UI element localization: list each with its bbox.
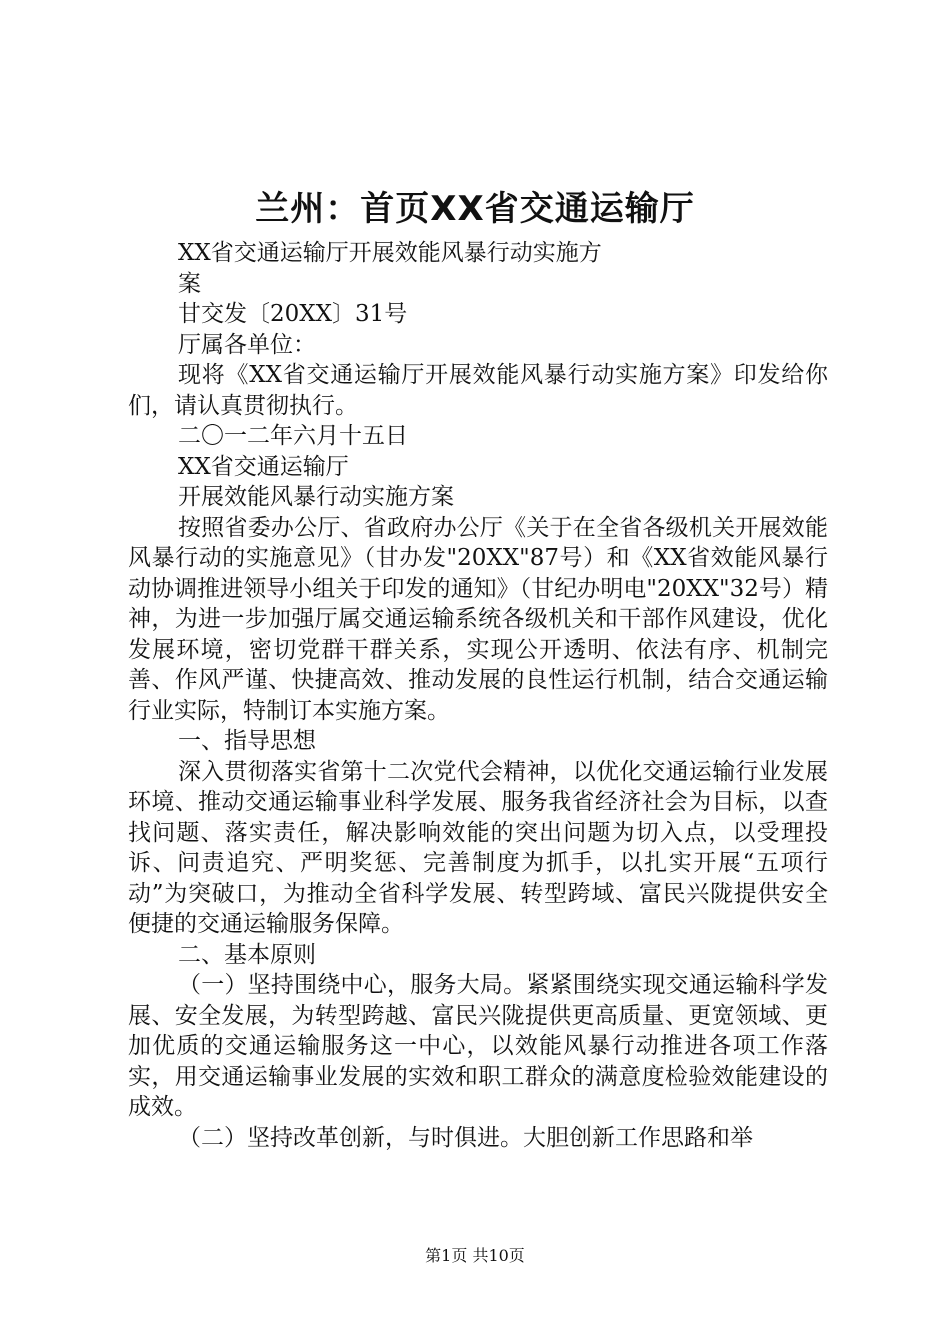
doc-line-heading-cont: 案: [178, 270, 201, 297]
doc-issuer: XX省交通运输厅: [178, 453, 349, 480]
doc-line-heading: XX省交通运输厅开展效能风暴行动实施方: [178, 240, 602, 266]
document-body: [128, 238, 828, 1153]
doc-notice: 现将《XX省交通运输厅开展效能风暴行动实施方案》印发给你们，请认真贯彻执行。: [128, 362, 828, 419]
document-title: 兰州：首页XX省交通运输厅: [255, 189, 695, 229]
doc-date: 二〇一二年六月十五日: [178, 423, 408, 449]
doc-number: 甘交发〔20XX〕31号: [178, 301, 408, 327]
doc-recipients: 厅属各单位：: [178, 331, 316, 358]
section-1-heading: 一、指导思想: [178, 728, 316, 754]
page-footer: 第1页 共10页: [425, 1246, 525, 1265]
section-2-heading: 二、基本原则: [178, 941, 316, 968]
principle-2-paragraph: （二）坚持改革创新，与时俱进。大胆创新工作思路和举: [178, 1124, 753, 1151]
section-1-paragraph: 深入贯彻落实省第十二次党代会精神，以优化交通运输行业发展环境、推动交通运输事业科学发展、服务我省经济社会为目标，以查找问题、落实责任，解决影响效能的突出问题为切入点，以受理投诉、问责追究、严明奖惩、完善制度为抓手，以扎实开展“五项行动”为突破口，为推动全省科学发展、转型跨域、富民兴陇提供安全便捷的交通运输服务保障。: [128, 758, 828, 937]
principle-1-paragraph: （一）坚持围绕中心，服务大局。紧紧围绕实现交通运输科学发展、安全发展，为转型跨越、富民兴陇提供更高质量、更宽领域、更加优质的交通运输服务这一中心，以效能风暴行动推进各项工作落实，用交通运输事业发展的实效和职工群众的满意度检验效能建设的成效。: [128, 972, 828, 1120]
doc-intro-paragraph: 按照省委办公厅、省政府办公厅《关于在全省各级机关开展效能风暴行动的实施意见》（甘办发"20XX"87号）和《XX省效能风暴行动协调推进领导小组关于印发的通知》（甘纪办明电"20XX"32号）精神，为进一步加强厅属交通运输系统各级机关和干部作风建设，优化发展环境，密切党群干群关系，实现公开透明、依法有序、机制完善、作风严谨、快捷高效、推动发展的良性运行机制，结合交通运输行业实际，特制订本实施方案。: [128, 514, 828, 724]
doc-subtitle: 开展效能风暴行动实施方案: [178, 484, 454, 510]
